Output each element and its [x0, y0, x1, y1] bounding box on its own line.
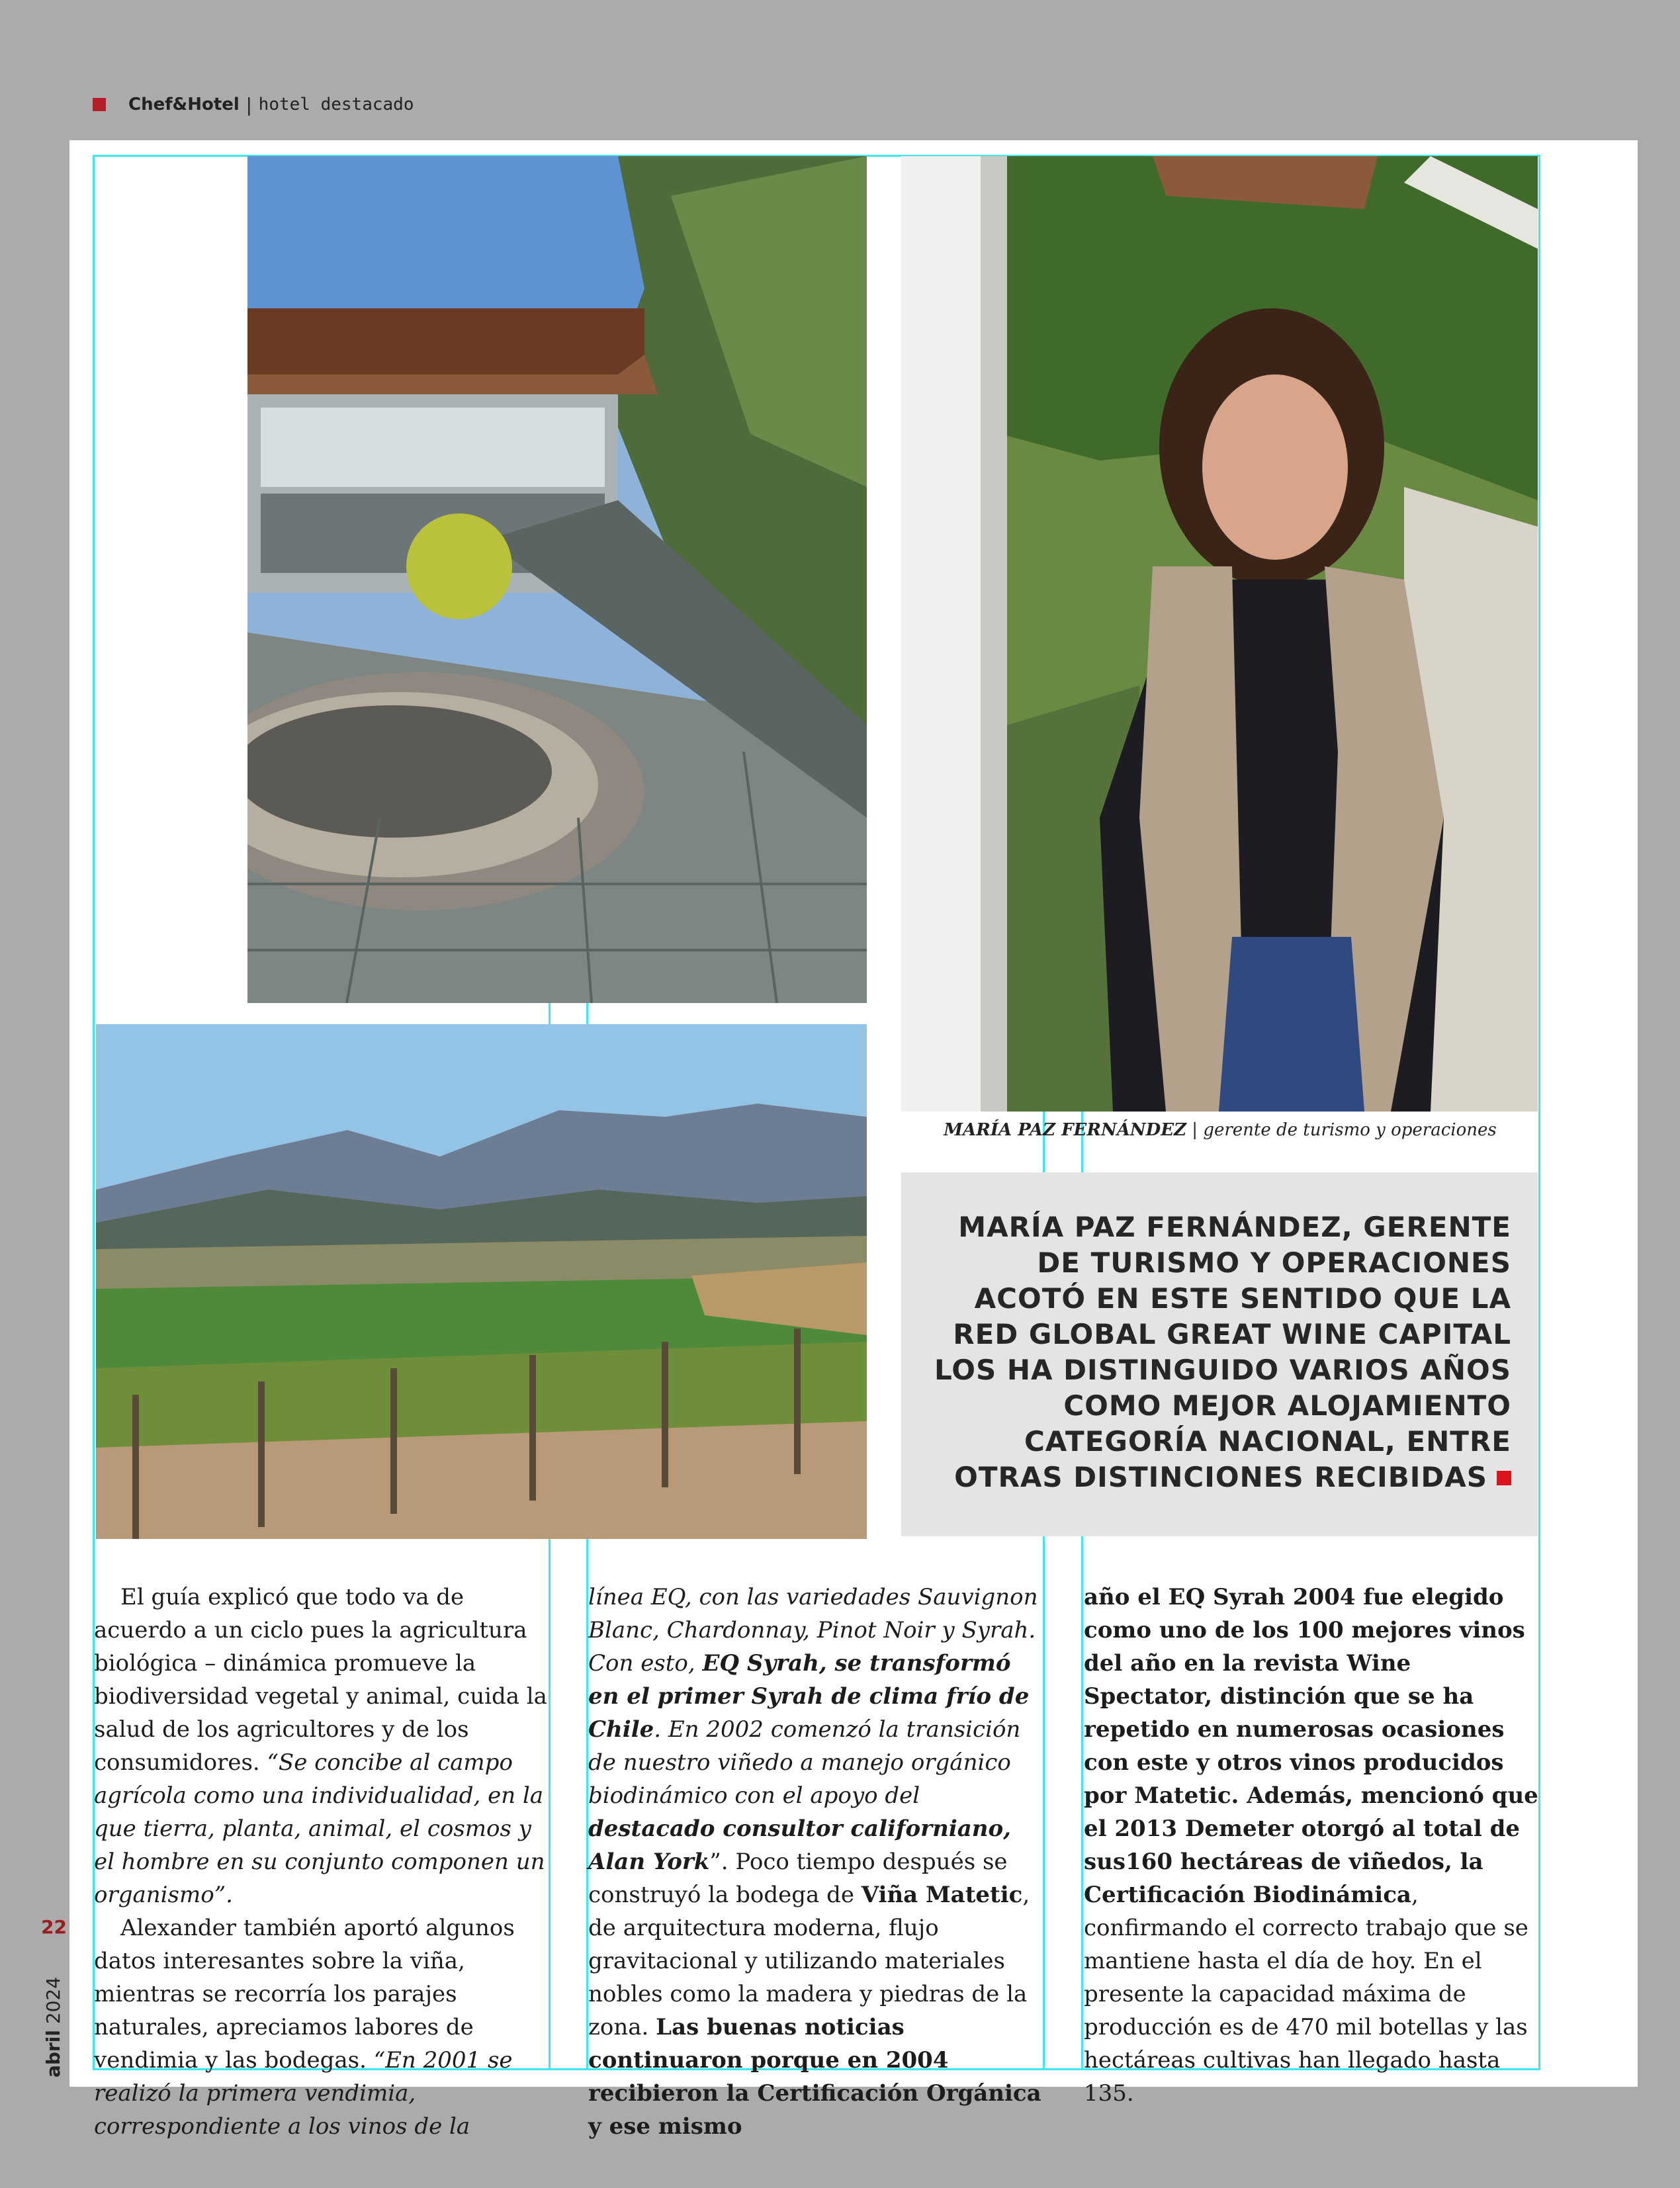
pull-quote-text: MARÍA PAZ FERNÁNDEZ, GERENTE DE TURISMO Y OPERACIONES ACOTÓ EN ESTE SENTIDO QUE LA RED GLOBAL GREAT WINE CAPITAL LOS HA DISTINGUIDO VARIOS AÑOS COMO MEJOR ALOJAMIENTO CATEGORÍA NACIONAL, ENTRE OTRAS DISTINCIONES RECIBIDAS — [934, 1211, 1511, 1493]
article-column-2 — [588, 1581, 1045, 2143]
hotel-terrace-photo — [247, 156, 867, 1003]
running-header — [93, 91, 414, 118]
magazine-brand: Chef&Hotel — [128, 95, 240, 114]
pull-quote — [901, 1172, 1538, 1536]
paragraph: Alexander también aportó algunos datos interesantes sobre la viña, mientras se recorría los parajes naturales, apreciamos labores de vendimia y las bodegas. “En 2001 se realizó la primera vendimia, correspondiente a los vinos de la — [94, 1915, 515, 2140]
caption-role: gerente de turismo y operaciones — [1203, 1120, 1497, 1140]
end-mark-icon — [1497, 1471, 1511, 1485]
issue-year: 2024 — [42, 1976, 64, 2025]
issue-month: abril — [42, 2030, 64, 2078]
photo-caption — [903, 1120, 1538, 1140]
portrait-photo — [901, 156, 1538, 1112]
issue-date — [42, 1977, 64, 2078]
paragraph: El guía explicó que todo va de acuerdo a un ciclo pues la agricultura biológica – dinámica promueve la biodiversidad vegetal y animal, cuida la salud de los agricultores y de los consumidores. “Se concibe al campo agrícola como una individualidad, en la que tierra, planta, animal, el cosmos y el hombre en su conjunto componen un organismo”. — [94, 1584, 547, 1908]
article-column-1 — [94, 1581, 551, 2143]
paragraph: año el EQ Syrah 2004 fue elegido como uno de los 100 mejores vinos del año en la revista Wine Spectator, distinción que se ha repetido en numerosas ocasiones con este y otros vinos producidos por Matetic. Además, mencionó que el 2013 Demeter otorgó al total de sus160 hectáreas de viñedos, la Certificación Biodinámica, confirmando el correcto trabajo que se mantiene hasta el día de hoy. En el presente la capacidad máxima de producción es de 470 mil botellas y las hectáreas cultivas han llegado hasta 135. — [1084, 1584, 1538, 2107]
article-column-3 — [1084, 1581, 1540, 2110]
caption-separator: | — [1186, 1120, 1204, 1140]
caption-name: MARÍA PAZ FERNÁNDEZ — [944, 1120, 1187, 1140]
paragraph: línea EQ, con las variedades Sauvignon Blanc, Chardonnay, Pinot Noir y Syrah. Con esto, EQ Syrah, se transformó en el primer Syrah de clima frío de Chile. En 2002 comenzó la transición de nuestro viñedo a manejo orgánico biodinámico con el apoyo del destacado consultor californiano, Alan York”. Poco tiempo después se construyó la bodega de Viña Matetic, de arquitectura moderna, flujo gravitacional y utilizando materiales nobles como la madera y piedras de la zona. Las buenas noticias continuaron porque en 2004 recibieron la Certificación Orgánica y ese mismo — [588, 1584, 1041, 2140]
vineyard-photo — [96, 1024, 867, 1539]
header-square-icon — [93, 98, 106, 111]
header-separator: | — [243, 93, 255, 116]
page-number: 22 — [41, 1916, 67, 1938]
section-name: hotel destacado — [258, 95, 414, 114]
